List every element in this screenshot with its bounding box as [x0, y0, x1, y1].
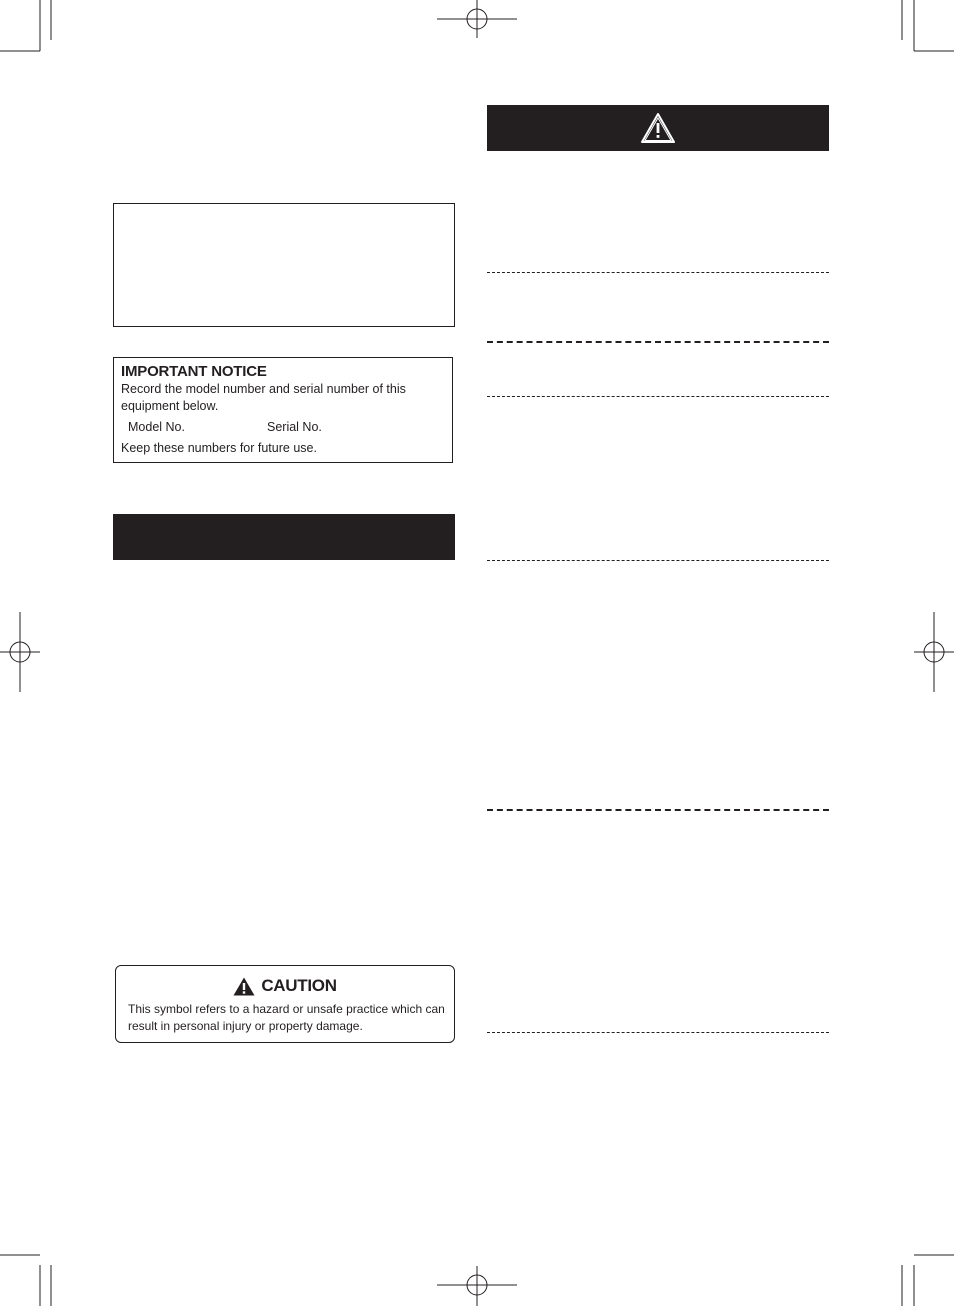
- warning-heading-bar: [487, 105, 829, 151]
- notice-title: IMPORTANT NOTICE: [121, 363, 267, 380]
- serial-number-label: Serial No.: [267, 420, 322, 434]
- warning-triangle-icon: [233, 977, 255, 996]
- dashed-divider-heavy: [487, 809, 829, 811]
- dashed-divider: [487, 1032, 829, 1033]
- warning-triangle-icon: [640, 112, 676, 144]
- empty-frame: [113, 203, 455, 327]
- notice-fields: [121, 419, 452, 436]
- dashed-divider: [487, 560, 829, 561]
- dashed-divider: [487, 396, 829, 397]
- notice-text: Record the model number and serial number of this equipment below.: [121, 382, 406, 413]
- model-number-label: Model No.: [128, 420, 185, 434]
- notice-keep-text: Keep these numbers for future use.: [121, 441, 317, 455]
- dashed-divider: [487, 272, 829, 273]
- section-heading-bar: [113, 514, 455, 560]
- caution-box: [115, 965, 455, 1043]
- caution-title: CAUTION: [261, 976, 337, 995]
- dashed-divider-heavy: [487, 341, 829, 343]
- caution-heading: [116, 976, 454, 996]
- important-notice-box: [113, 357, 453, 463]
- caution-text: This symbol refers to a hazard or unsafe practice which can result in personal injury or property damage.: [128, 1002, 445, 1033]
